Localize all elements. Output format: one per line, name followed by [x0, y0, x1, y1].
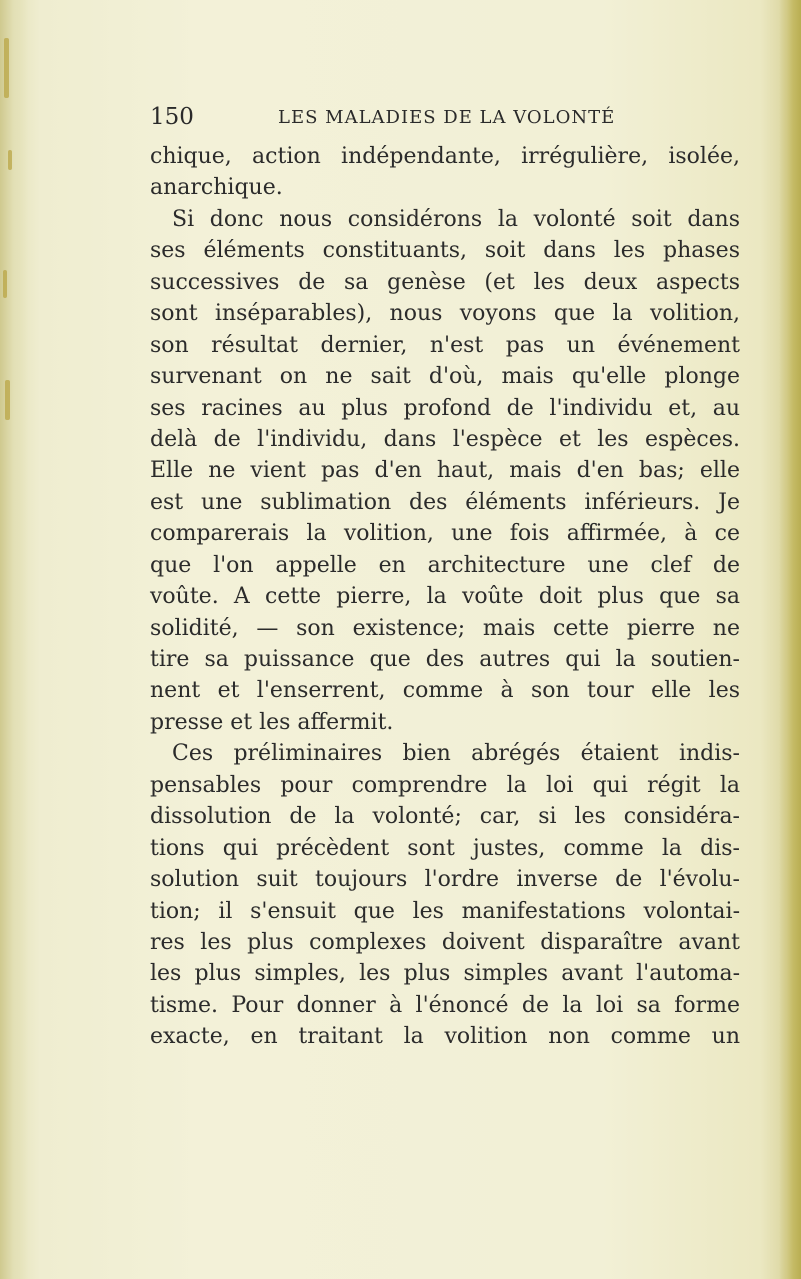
text-line: delà de l'individu, dans l'espèce et les espèces. — [150, 426, 740, 452]
text-line: presse et les affermit. — [150, 709, 394, 735]
running-header — [150, 104, 650, 140]
text-line: anarchique. — [150, 175, 283, 201]
text-line: Elle ne vient pas d'en haut, mais d'en bas; elle — [150, 458, 740, 484]
text-line: les plus simples, les plus simples avant l'automa- — [150, 961, 740, 987]
margin-stain — [5, 380, 10, 420]
text-line: voûte. A cette pierre, la voûte doit plus que sa — [150, 584, 740, 610]
text-line: est une sublimation des éléments inférieurs. Je — [150, 489, 740, 515]
text-line: survenant on ne sait d'où, mais qu'elle plonge — [150, 364, 740, 390]
text-line: ses racines au plus profond de l'individu et, au — [150, 395, 740, 421]
text-line: tisme. Pour donner à l'énoncé de la loi sa forme — [150, 992, 740, 1018]
text-line: chique, action indépendante, irrégulière, isolée, — [150, 144, 740, 169]
text-line: que l'on appelle en architecture une clef de — [150, 552, 740, 578]
text-line: sont inséparables), nous voyons que la volition, — [150, 301, 740, 327]
text-line: son résultat dernier, n'est pas un événement — [150, 332, 740, 358]
text-line: nent et l'enserrent, comme à son tour elle les — [150, 678, 740, 704]
margin-stain — [3, 270, 7, 298]
text-line: exacte, en traitant la volition non comme un — [150, 1024, 740, 1050]
body-text — [150, 141, 740, 1053]
margin-stain — [8, 150, 12, 170]
text-line: pensables pour comprendre la loi qui régit la — [150, 772, 740, 798]
text-line: res les plus complexes doivent disparaître avant — [150, 929, 740, 955]
paragraph-start-line: Ces préliminaires bien abrégés étaient indis- — [172, 741, 740, 767]
page-left-margin-shadow — [0, 0, 28, 1279]
text-line: dissolution de la volonté; car, si les considéra- — [150, 804, 740, 830]
text-line: solidité, — son existence; mais cette pierre ne — [150, 615, 740, 641]
margin-stain — [4, 38, 9, 98]
text-line: successives de sa genèse (et les deux aspects — [150, 269, 740, 295]
page-right-edge-shadow — [779, 0, 801, 1279]
text-line: tire sa puissance que des autres qui la soutien- — [150, 647, 740, 672]
paragraph-start-line: Si donc nous considérons la volonté soit dans — [172, 206, 740, 232]
text-line: comparerais la volition, une fois affirmée, à ce — [150, 521, 740, 547]
text-line: ses éléments constituants, soit dans les phases — [150, 238, 740, 264]
running-title: LES MALADIES DE LA VOLONTÉ — [278, 107, 616, 128]
text-line: tion; il s'ensuit que les manifestations volontai- — [150, 898, 740, 924]
text-line: solution suit toujours l'ordre inverse de l'évolu- — [150, 867, 740, 893]
text-line: tions qui précèdent sont justes, comme la dis- — [150, 835, 740, 861]
page-number: 150 — [150, 104, 194, 130]
